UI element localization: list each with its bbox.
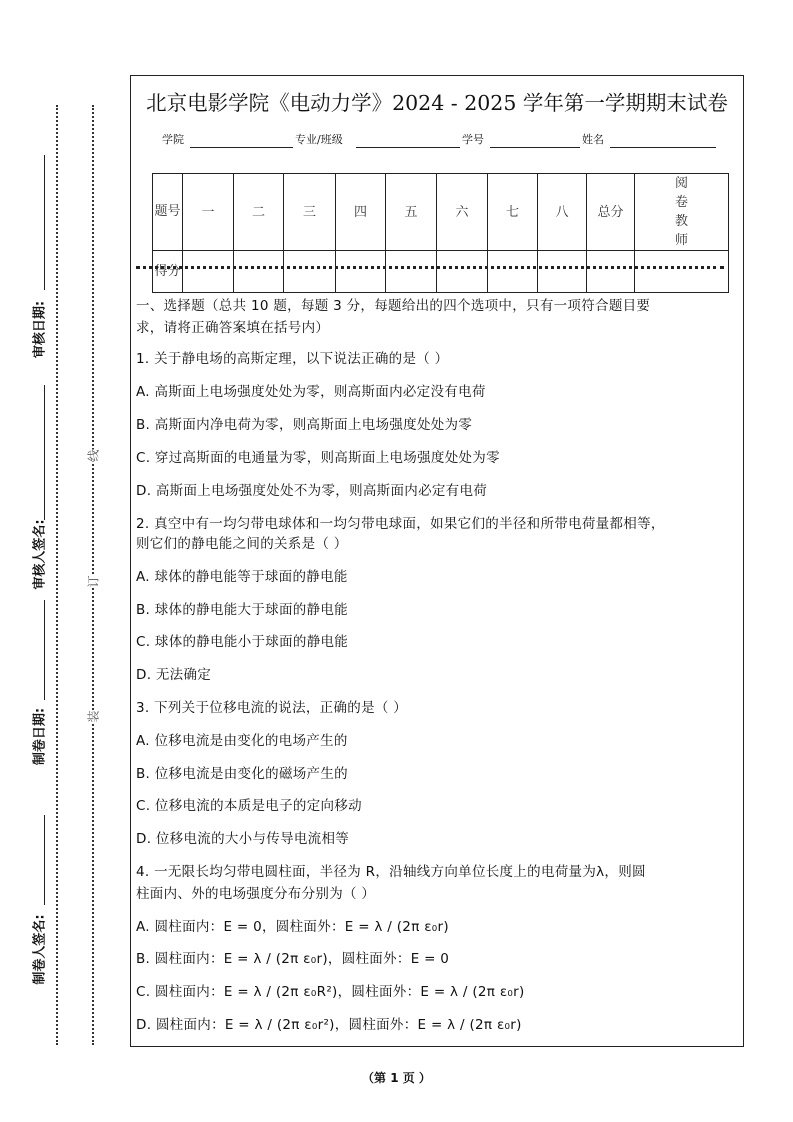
question-2-option-d: D. 无法确定 (136, 667, 212, 683)
question-2-option-c: C. 球体的静电能小于球面的静电能 (136, 634, 349, 650)
name-field[interactable] (610, 147, 716, 148)
header-cell: 八 (538, 174, 587, 251)
reviewer-sign-line (44, 385, 45, 520)
header-cell: 六 (437, 174, 488, 251)
header-cell: 题号 (153, 174, 183, 251)
section-heading: 一、选择题（总共 10 题，每题 3 分，每题给出的四个选项中，只有一项符合题目要 (136, 298, 651, 314)
score-cell[interactable] (635, 251, 729, 293)
question-2-stem-cont: 则它们的静电能之间的关系是（ ） (136, 536, 348, 552)
header-cell: 三 (284, 174, 336, 251)
line-char: 线 (86, 449, 101, 462)
score-cell[interactable] (336, 251, 386, 293)
score-cell[interactable] (437, 251, 488, 293)
question-3-option-d: D. 位移电流的大小与传导电流相等 (136, 831, 350, 847)
maker-sign-label: 制卷人签名: (32, 914, 48, 985)
header-cell: 五 (386, 174, 437, 251)
question-4-option-a: A. 圆柱面内：E = 0，圆柱面外：E = λ / (2π ε₀r) (136, 919, 449, 935)
score-cell[interactable] (183, 251, 234, 293)
major-label: 专业/班级 (295, 133, 343, 146)
review-date-line (44, 155, 45, 290)
bind-char: 订 (86, 575, 101, 588)
score-cell[interactable] (587, 251, 635, 293)
review-date-label: 审核日期: (32, 300, 48, 359)
college-label: 学院 (162, 133, 184, 146)
major-field[interactable] (356, 147, 460, 148)
score-cell[interactable] (284, 251, 336, 293)
dotted-separator (136, 266, 724, 269)
student-id-label: 学号 (462, 133, 484, 146)
question-2-option-a: A. 球体的静电能等于球面的静电能 (136, 569, 348, 585)
score-cell[interactable] (538, 251, 587, 293)
score-table (152, 173, 729, 293)
score-header-row (153, 174, 729, 251)
exam-title: 北京电影学院《电动力学》2024 - 2025 学年第一学期期末试卷 (146, 91, 728, 115)
score-cell[interactable] (488, 251, 538, 293)
question-1-option-c: C. 穿过高斯面的电通量为零，则高斯面上电场强度处处为零 (136, 450, 500, 466)
header-cell: 二 (234, 174, 284, 251)
question-3-stem: 3. 下列关于位移电流的说法，正确的是（ ） (136, 700, 408, 716)
student-id-field[interactable] (490, 147, 580, 148)
make-date-line (44, 600, 45, 700)
question-2-stem: 2. 真空中有一均匀带电球体和一均匀带电球面，如果它们的半径和所带电荷量都相等， (136, 516, 665, 532)
maker-sign-line (44, 815, 45, 905)
score-cell[interactable] (234, 251, 284, 293)
header-cell: 总分 (587, 174, 635, 251)
header-cell: 一 (183, 174, 234, 251)
binding-dotted-line-outer (56, 105, 58, 1045)
college-field[interactable] (190, 147, 293, 148)
question-4-stem: 4. 一无限长均匀带电圆柱面，半径为 R，沿轴线方向单位长度上的电荷量为λ，则圆 (136, 864, 646, 880)
score-row-label: 得分 (153, 251, 183, 293)
staple-char: 装 (86, 710, 101, 723)
page-number: （第 1 页 ） (362, 1071, 431, 1085)
question-4-option-c: C. 圆柱面内：E = λ / (2π ε₀R²)，圆柱面外：E = λ / (2π ε₀r) (136, 984, 525, 1000)
question-4-option-d: D. 圆柱面内：E = λ / (2π ε₀r²)，圆柱面外：E = λ / (2π ε₀r) (136, 1017, 522, 1033)
name-label: 姓名 (582, 133, 604, 146)
question-3-option-a: A. 位移电流是由变化的电场产生的 (136, 733, 348, 749)
make-date-label: 制卷日期: (32, 707, 48, 766)
score-cell[interactable] (386, 251, 437, 293)
header-cell: 四 (336, 174, 386, 251)
question-3-option-b: B. 位移电流是由变化的磁场产生的 (136, 766, 348, 782)
question-4-stem-cont: 柱面内、外的电场强度分布分别为（ ） (136, 886, 376, 902)
section-heading-cont: 求，请将正确答案填在括号内） (136, 320, 330, 336)
question-1-option-d: D. 高斯面上电场强度处处不为零，则高斯面内必定有电荷 (136, 483, 488, 499)
question-2-option-b: B. 球体的静电能大于球面的静电能 (136, 602, 348, 618)
reviewer-sign-label: 审核人签名: (32, 519, 48, 590)
question-1-option-b: B. 高斯面内净电荷为零，则高斯面上电场强度处处为零 (136, 417, 473, 433)
question-1-stem: 1. 关于静电场的高斯定理，以下说法正确的是（ ） (136, 351, 449, 367)
score-row (153, 251, 729, 293)
header-cell: 阅卷教师 (635, 174, 729, 251)
question-4-option-b: B. 圆柱面内：E = λ / (2π ε₀r)，圆柱面外：E = 0 (136, 951, 450, 967)
question-3-option-c: C. 位移电流的本质是电子的定向移动 (136, 798, 362, 814)
header-cell: 七 (488, 174, 538, 251)
question-1-option-a: A. 高斯面上电场强度处处为零，则高斯面内必定没有电荷 (136, 384, 486, 400)
